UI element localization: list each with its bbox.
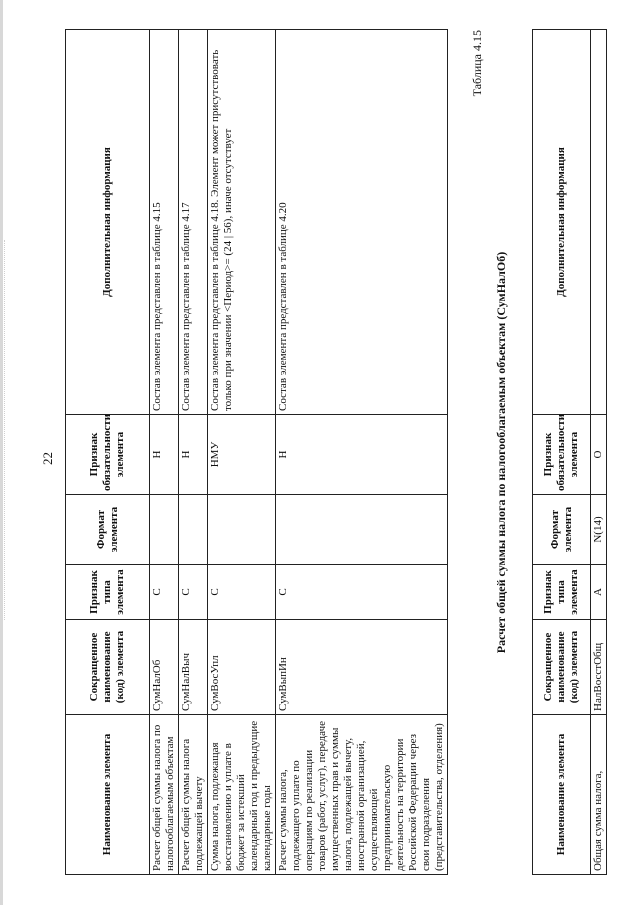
table-header-row	[66, 30, 150, 875]
header-element-required: Признак обязательности элемента	[533, 415, 591, 495]
header-additional-info: Дополнительная информация	[66, 30, 150, 415]
table-row	[591, 30, 607, 875]
header-element-name: Наименование элемента	[533, 715, 591, 875]
cell-name: Расчет общей суммы налога подлежащей вычету	[179, 715, 208, 875]
cell-code: СумНалВыч	[179, 620, 208, 715]
cell-code: НалВосстОбщ	[591, 620, 607, 715]
table-header-row	[533, 30, 591, 875]
cell-name: Общая сумма налога,	[591, 715, 607, 875]
table-row	[208, 30, 276, 875]
header-element-required: Признак обязательности элемента	[66, 415, 150, 495]
cell-format	[276, 495, 448, 565]
page-number: 22	[40, 452, 55, 465]
table-row	[179, 30, 208, 875]
header-element-code: Сокращенное наименование (код) элемента	[66, 620, 150, 715]
cell-format	[208, 495, 276, 565]
cell-info: Состав элемента представлен в таблице 4.20	[276, 30, 448, 415]
cell-info: Состав элемента представлен в таблице 4.15	[150, 30, 179, 415]
cell-code: СумНалОб	[150, 620, 179, 715]
cell-name: Расчет общей суммы налога по налогооблагаемым объектам	[150, 715, 179, 875]
cell-code: СумВосУпл	[208, 620, 276, 715]
cell-format	[150, 495, 179, 565]
table-row	[150, 30, 179, 875]
cell-required: Н	[276, 415, 448, 495]
cell-code: СумВыпИн	[276, 620, 448, 715]
header-additional-info: Дополнительная информация	[533, 30, 591, 415]
cell-required: О	[591, 415, 607, 495]
header-element-code: Сокращенное наименование (код) элемента	[533, 620, 591, 715]
cell-info: Состав элемента представлен в таблице 4.17	[179, 30, 208, 415]
header-element-type: Признак типа элемента	[533, 565, 591, 620]
header-element-name: Наименование элемента	[66, 715, 150, 875]
cell-type: А	[591, 565, 607, 620]
table-caption: Таблица 4.15	[470, 30, 484, 97]
cell-type: С	[208, 565, 276, 620]
cell-required: Н	[150, 415, 179, 495]
cell-type: С	[179, 565, 208, 620]
cell-info: Состав элемента представлен в таблице 4.18. Элемент может присутствовать только при значении <Период>= (24 | 56), иначе отсутствует	[208, 30, 276, 415]
header-element-format: Формат элемента	[533, 495, 591, 565]
cell-info	[591, 30, 607, 415]
cell-format: N(14)	[591, 495, 607, 565]
cell-name: Расчет суммы налога, подлежащего уплате по операциям по реализации товаров (работ, услуг), передаче имущественных прав и суммы налога, подлежащей вычету, иностранной организацией, осуществляющей предпринимательскую деятельность на территории Российской Федерации через свои подразделения (представительства, отделения)	[276, 715, 448, 875]
cell-format	[179, 495, 208, 565]
header-element-type: Признак типа элемента	[66, 565, 150, 620]
cell-type: С	[276, 565, 448, 620]
elements-table	[65, 29, 448, 875]
cell-type: С	[150, 565, 179, 620]
sum-tax-table	[532, 29, 607, 875]
cell-name: Сумма налога, подлежащая восстановлению и уплате в бюджет за истекший календарный год и предыдущие календарные годы	[208, 715, 276, 875]
table-title: Расчет общей суммы налога по налогооблагаемым объектам (СумНалОб)	[494, 251, 508, 654]
header-element-format: Формат элемента	[66, 495, 150, 565]
cell-required: Н	[179, 415, 208, 495]
table-row	[276, 30, 448, 875]
cell-required: НМУ	[208, 415, 276, 495]
